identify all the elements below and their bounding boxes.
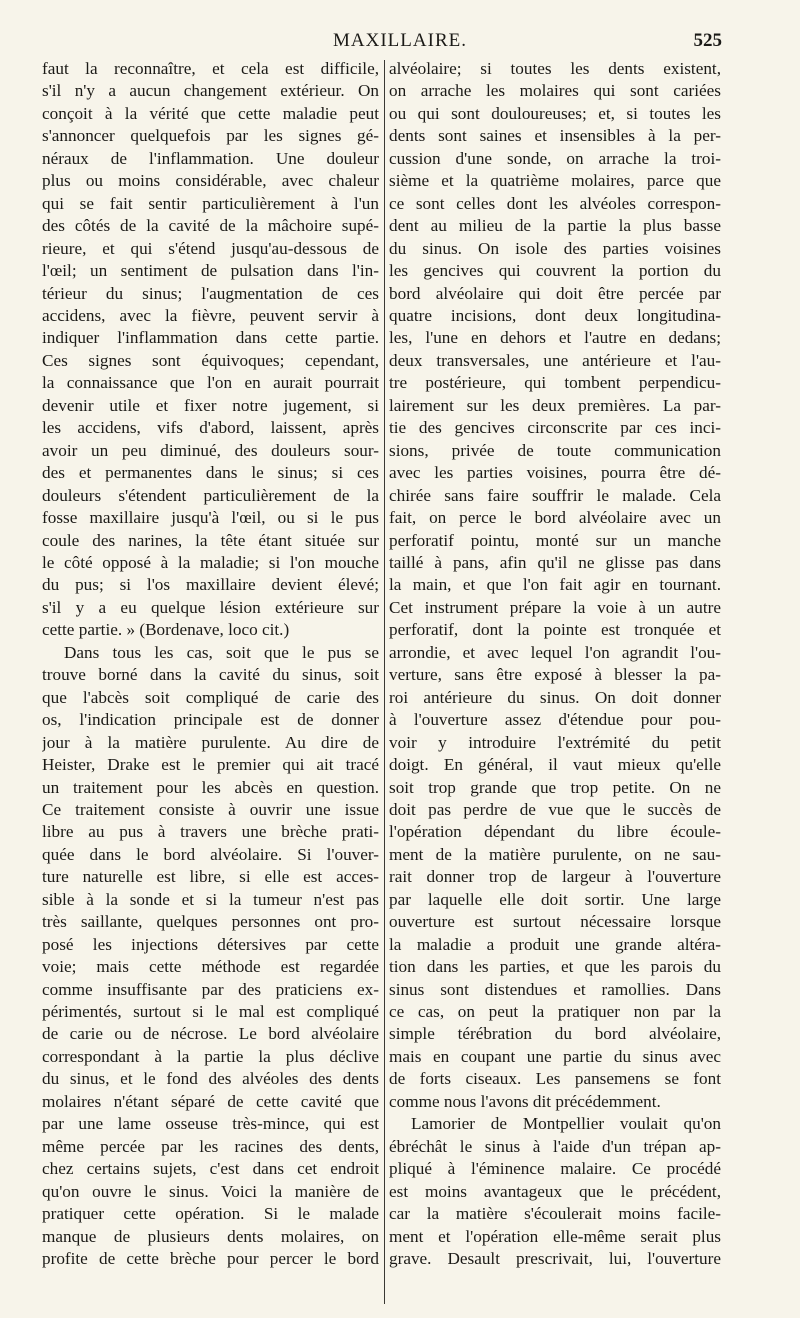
text-line: par une lame osseuse très-mince, qui est [42,1114,379,1134]
text-line: qui se fait sentir particulièrement à l'un [42,193,379,213]
text-line: ce sont celles dont les alvéoles correspon- [389,193,721,213]
text-line: plus ou moins considérable, avec chaleur [42,171,379,191]
text-line: s'il y a eu quelque lésion extérieure sur [42,597,379,617]
text-line: tion dans les parties, et que les parois du [389,957,721,977]
column-divider [384,60,385,1304]
text-line: rieure, et qui s'étend jusqu'au-dessous de [42,238,379,258]
text-line: profite de cette brèche pour percer le bord [42,1249,379,1269]
text-line: perforatif, dont la pointe est tronquée et [389,620,721,640]
text-line: bord alvéolaire qui doit être percée par [389,283,721,303]
text-line: indiquer l'inflammation dans cette partie. [42,328,379,348]
text-line: des et permanentes dans le sinus; si ces [42,463,379,483]
text-line: Dans tous les cas, soit que le pus se [64,642,379,662]
text-line: quatre incisions, dont deux longitudina- [389,305,721,325]
text-line: fait, on perce le bord alvéolaire avec un [389,508,721,528]
text-line: simple térébration du bord alvéolaire, [389,1024,721,1044]
text-line: ébréchât le sinus à l'aide d'un trépan ap- [389,1136,721,1156]
text-line: l'opération dépendant du libre écoule- [389,822,721,842]
text-line: les, l'une en dehors et l'autre en dedans; [389,328,721,348]
text-line: cette partie. » (Bordenave, loco cit.) [42,620,290,640]
text-line: sième et la quatrième molaires, parce que [389,171,721,191]
text-line: deux transversales, une antérieure et l'au- [389,350,721,370]
text-line: chirée sans faire souffrir le malade. Cela [389,485,721,505]
text-line: voie; mais cette méthode est regardée [42,957,379,977]
text-line: faut la reconnaître, et cela est difficile, [42,59,379,78]
text-line: doit pas perdre de vue que le succès de [389,799,721,819]
text-line: que l'abcès soit compliqué de carie des [42,687,379,707]
text-line: la maladie a produit une grande altéra- [389,934,721,954]
text-line: de carie ou de nécrose. Le bord alvéolaire [42,1024,379,1044]
text-line: jour à la matière purulente. Au dire de [42,732,379,752]
text-line: à l'ouverture assez d'étendue pour pou- [389,710,721,730]
text-line: doigt. En général, il vaut mieux qu'elle [389,755,721,775]
text-line: conçoit à la vérité que cette maladie peut [42,103,379,123]
text-line: perforatif pointu, monté sur un manche [389,530,721,550]
text-line: Heister, Drake est le premier qui ait tracé [42,755,379,775]
text-line: ment et l'opération elle-même serait plus [389,1226,721,1246]
left-column [42,58,379,1308]
text-line: soit trop grande que trop petite. On ne [389,777,721,797]
text-line: posé les injections détersives par cette [42,934,379,954]
text-line: correspondant à la partie la plus déclive [42,1046,379,1066]
text-line: sions, privée de toute communication [389,440,721,460]
text-line: roi antérieure du sinus. On doit donner [389,687,721,707]
text-line: libre au pus à travers une brèche prati- [42,822,379,842]
text-line: quée dans le bord alvéolaire. Si l'ouver- [42,844,379,864]
text-line: les gencives qui couvrent la portion du [389,261,721,281]
page-number: 525 [693,30,722,51]
text-line: avoir un peu diminué, des douleurs sour- [42,440,379,460]
text-line: on arrache les molaires qui sont cariées [389,81,721,101]
text-line: par laquelle elle doit sortir. Une large [389,889,721,909]
text-line: de forts ciseaux. Les pansemens se font [389,1069,721,1089]
text-line: du pus; si l'os maxillaire devient élevé; [42,575,379,595]
text-line: très saillante, quelques personnes ont pro- [42,912,379,932]
text-line: voir y introduire l'extrémité du petit [389,732,721,752]
text-line: du sinus. On isole des parties voisines [389,238,721,258]
text-line: grave. Desault prescrivait, lui, l'ouverture [389,1249,721,1269]
text-line: mais en coupant une partie du sinus avec [389,1046,721,1066]
text-line: alvéolaire; si toutes les dents existent, [389,59,721,78]
text-line: molaires n'étant séparé de cette cavité que [42,1091,379,1111]
text-line: lairement sur les deux premières. La par- [389,395,721,415]
text-line: même percée par les racines des dents, [42,1136,379,1156]
text-line: comme nous l'avons dit précédemment. [389,1091,661,1111]
text-line: la connaissance que l'on en aurait pourrait [42,373,379,393]
text-line: accidens, avec la fièvre, peuvent servir à [42,305,379,325]
text-line: l'œil; un sentiment de pulsation dans l'in- [42,261,379,281]
text-line: avec les parties voisines, pourra être dé- [389,463,721,483]
text-line: néraux de l'inflammation. Une douleur [42,148,379,168]
right-column [389,58,721,1308]
text-line: dents sont saines et insensibles à la per- [389,126,721,146]
running-title: MAXILLAIRE. [333,30,467,51]
text-line: fosse maxillaire jusqu'à l'œil, ou si le pus [42,508,379,528]
text-line: qu'on ouvre le sinus. Voici la manière de [42,1181,379,1201]
text-line: Ces signes sont équivoques; cependant, [42,350,379,370]
text-line: la main, et que l'on fait agir en tournant. [389,575,721,595]
text-line: ce cas, on peut la pratiquer non par la [389,1002,721,1022]
text-line: os, l'indication principale est de donner [42,710,379,730]
text-line: ture naturelle est libre, si elle est acces- [42,867,379,887]
text-line: car la matière s'écoulerait moins facile- [389,1204,721,1224]
text-line: le côté opposé à la maladie; si l'on mouche [42,552,379,572]
text-line: du sinus, et le fond des alvéoles des dents [42,1069,379,1089]
text-line: pliqué à l'éminence malaire. Ce procédé [389,1159,721,1179]
text-line: est moins avantageux que le précédent, [389,1181,721,1201]
text-line: ouverture est surtout nécessaire lorsque [389,912,721,932]
text-line: Ce traitement consiste à ouvrir une issue [42,799,379,819]
text-line: des côtés de la cavité de la mâchoire supé- [42,216,379,236]
text-line: ou qui sont douloureuses; et, si toutes les [389,103,721,123]
text-line: pratiquer cette opération. Si le malade [42,1204,379,1224]
text-line: dent au milieu de la partie la plus basse [389,216,721,236]
text-line: trouve borné dans la cavité du sinus, soit [42,665,379,685]
text-line: sible à la sonde et si la tumeur n'est pas [42,889,379,909]
text-line: chez certains sujets, c'est dans cet endroit [42,1159,379,1179]
text-line: verture, sans être exposé à blesser la pa- [389,665,721,685]
text-line: cussion d'une sonde, on arrache la troi- [389,148,721,168]
text-line: ment de la matière purulente, on ne sau- [389,844,721,864]
text-line: manque de plusieurs dents molaires, on [42,1226,379,1246]
text-line: coule des narines, la tête étant située sur [42,530,379,550]
text-line: Cet instrument prépare la voie à un autre [389,597,721,617]
text-line: Lamorier de Montpellier voulait qu'on [411,1114,721,1134]
text-line: rait donner trop de largeur à l'ouverture [389,867,721,887]
text-line: s'annoncer quelquefois par les signes gé- [42,126,379,146]
text-line: un traitement pour les abcès en question. [42,777,379,797]
text-line: tie des gencives circonscrite par ces inci- [389,418,721,438]
text-line: douleurs s'étendent particulièrement de la [42,485,379,505]
text-columns [0,58,800,1308]
text-line: périmentés, surtout si le mal est compliqué [42,1002,379,1022]
text-line: sinus sont distendues et ramollies. Dans [389,979,721,999]
page-header [0,30,800,56]
text-line: devenir utile et fixer notre jugement, si [42,395,379,415]
text-line: tre postérieure, qui tombent perpendicu- [389,373,721,393]
text-line: térieur du sinus; l'augmentation de ces [42,283,379,303]
text-line: s'il n'y a aucun changement extérieur. On [42,81,379,101]
text-line: comme insuffisante par des praticiens ex- [42,979,379,999]
text-line: arrondie, et avec lequel l'on agrandit l'ou- [389,642,721,662]
text-line: les accidens, vifs d'abord, laissent, après [42,418,379,438]
text-line: taillé à pans, afin qu'il ne glisse pas dans [389,552,721,572]
